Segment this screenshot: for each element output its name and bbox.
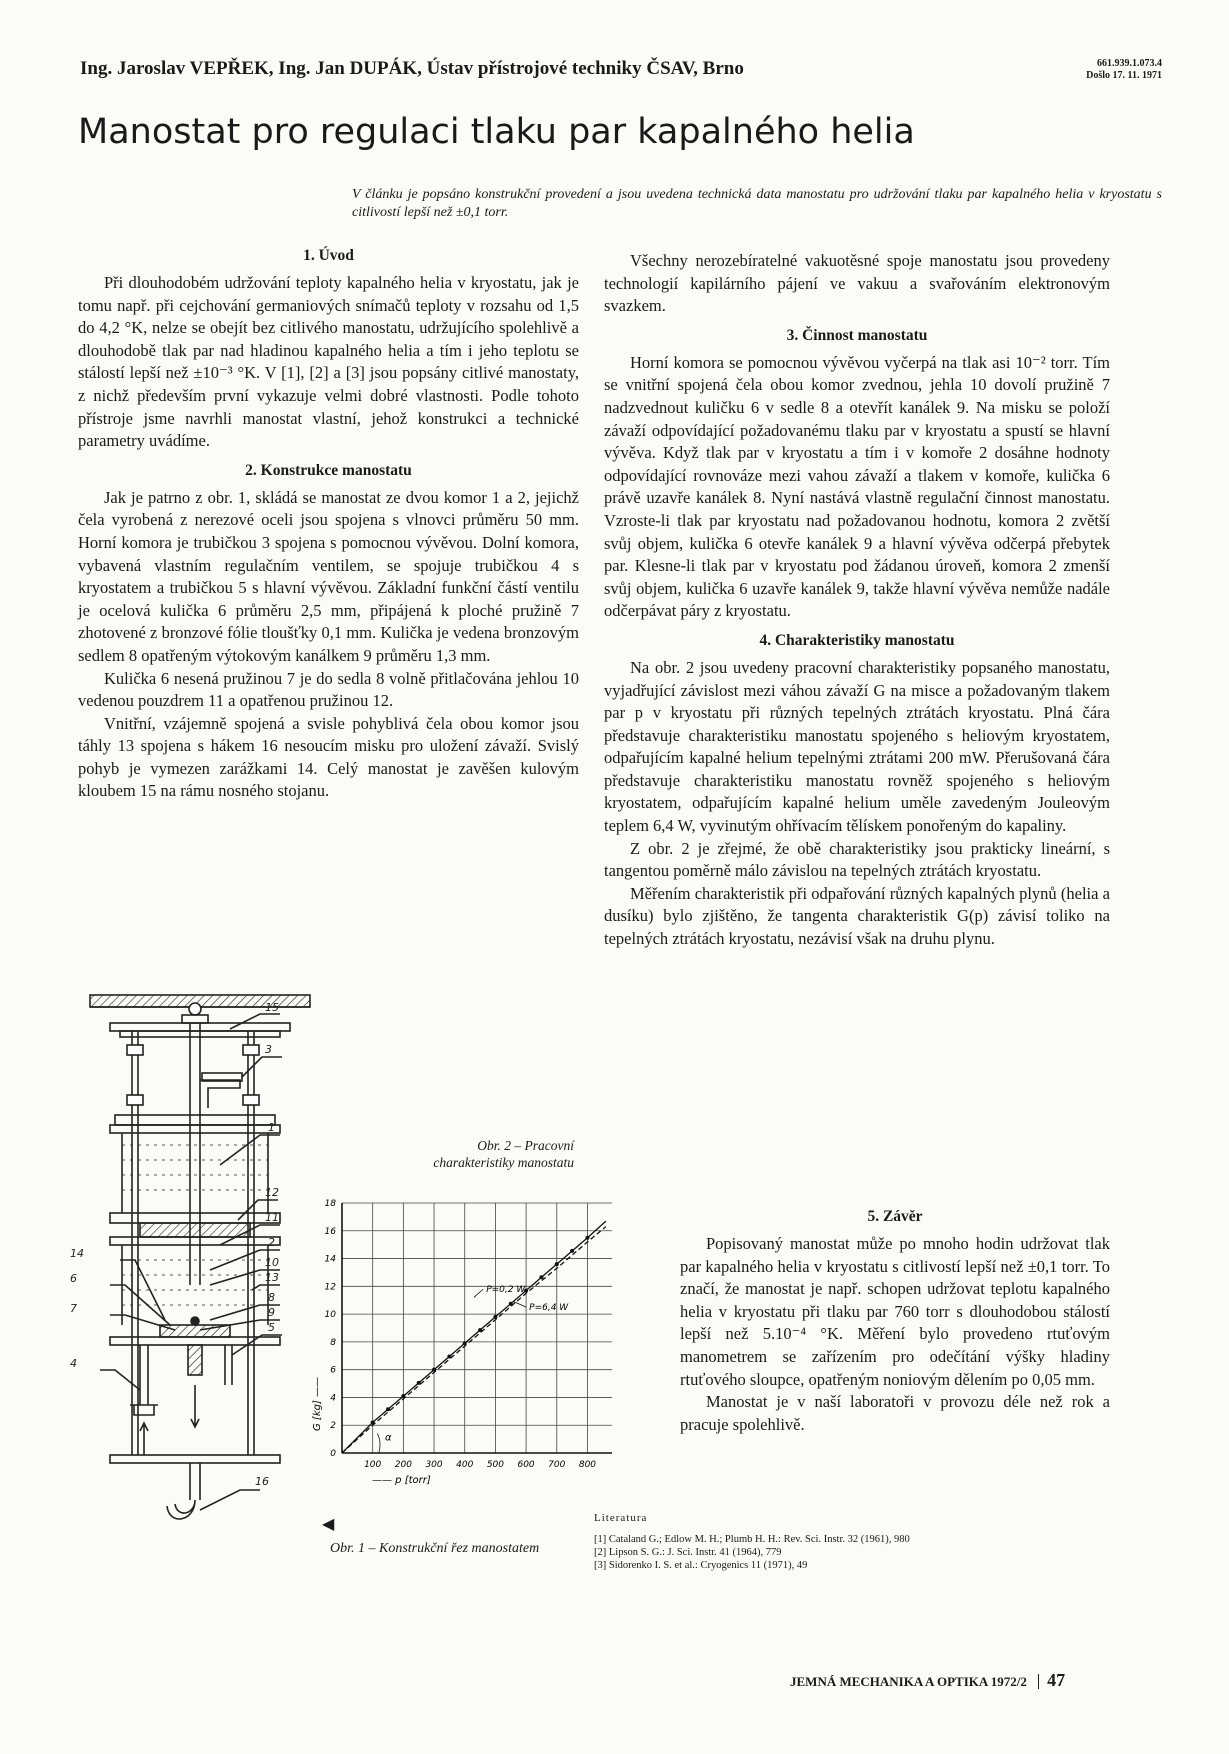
section-2-paragraph-1: Jak je patrno z obr. 1, skládá se manostat ze dvou komor 1 a 2, jejichž čela vyrobená z nerezové oceli jsou spojena s vlnovci průměru 50 mm. Horní komora je trubičkou 3 spojena s pomocnou vývěvou. Dolní komora, vybavená vlastním regulačním ventilem, se spojuje trubičkou 4 s kryostatem a trubičkou 5 s hlavní vývěvou. Základní funkční částí ventilu je ocelová kulička 6 průměru 2,5 mm, připájená k ploché pružině 7 zhotovené z bronzové fólie tloušťky 0,1 mm. Kulička je vedena bronzovým sedlem 8 opatřeným výtokovým kanálkem 9 průměru 1,3 mm. [78,487,579,665]
chart-grid [342,1203,612,1453]
label-13: 13 [265,1271,279,1284]
figure-pointer-arrow: ◀ [322,1516,335,1533]
label-7: 7 [70,1302,77,1315]
label-4: 4 [70,1357,77,1370]
abstract: V článku je popsáno konstrukční provedení a jsou uvedena technická data manostatu pro udržování tlaku par kapalného helia v kryostatu s citlivostí lepší než ±0,1 torr. [352,187,1162,220]
series-line-2 [342,1227,606,1453]
article-title: Manostat pro regulaci tlaku par kapalného helia [78,112,915,152]
data-point [509,1302,513,1306]
section-2-title: 2. Konstrukce manostatu [245,461,412,479]
x-tick-label: 200 [394,1460,412,1470]
angle-arc [377,1434,380,1453]
x-axis-label: —— p [torr] [372,1475,431,1486]
section-3-title: 3. Činnost manostatu [786,326,928,344]
section-5-title: 5. Závěr [867,1208,923,1225]
y-tick-label: 6 [330,1365,336,1376]
y-tick-label: 14 [324,1254,336,1265]
reference-item: [2] Lipson S. G.: J. Sci. Instr. 41 (1964), 779 [594,1547,782,1558]
label-10: 10 [265,1256,279,1269]
section-4-paragraph-3: Měřením charakteristik při odpařování různých kapalných plynů (helia a dusíku) bylo zjištěno, že tangenta charakteristik G(p) závisí toliko na tepelných ztrátách kryostatu, nezávisí však na druhu plynu. [604,883,1110,949]
joints-paragraph: Všechny nerozebíratelné vakuotěsné spoje manostatu jsou provedeny technologií kapilárního pájení ve vakuu a svařováním elektronovým svazkem. [604,251,1110,316]
received-date: Došlo 17. 11. 1971 [1086,70,1162,81]
label-1: 1 [268,1121,275,1134]
section-2-paragraph-2: Kulička 6 nesená pružinou 7 je do sedla 8 volně přitlačována jehlou 10 vedenou pouzdrem 11 a opatřenou pružinou 12. [78,668,579,711]
udc-code: 661.939.1.073.4 [1097,58,1162,69]
data-point [570,1249,574,1253]
references [594,1512,1114,1572]
section-4-title: 4. Charakteristiky manostatu [759,631,955,649]
data-point [447,1354,451,1358]
x-tick-label: 700 [548,1460,566,1470]
journal-name: JEMNÁ MECHANIKA A OPTIKA 1972/2 [790,1674,1027,1689]
y-tick-label: 10 [324,1310,336,1321]
section-2-paragraph-3: Vnitřní, vzájemně spojená a svisle pohyblivá čela obou komor jsou táhly 13 spojena s hákem 16 nesoucím misku pro uložení závaží. Svislý pohyb je vymezen zarážkami 14. Celý manostat je zavěšen kulovým kloubem 15 na rámu nosného stojanu. [78,713,579,801]
y-tick-label: 0 [330,1449,336,1459]
y-tick-label: 16 [324,1226,336,1237]
page-footer [790,1670,1065,1691]
label-8: 8 [268,1291,275,1304]
y-tick-label: 4 [330,1393,336,1404]
label-15: 15 [265,1001,279,1014]
authors-line: Ing. Jaroslav VEPŘEK, Ing. Jan DUPÁK, Ústav přístrojové techniky ČSAV, Brno [80,58,744,79]
section-1-paragraph: Při dlouhodobém udržování teploty kapalného helia v kryostatu, jak je tomu např. při cejchování germaniových snímačů teploty v rozsahu od 1,5 do 4,2 °K, nelze se obejít bez citlivého manostatu, udržujícího spolehlivě a dlouhodobě tlak par nad hladinou kapalného helia a tím i jeho teplotu se stálostí lepší než ±10⁻³ °K. V [1], [2] a [3] jsou popsány citlivé manostaty, z nichž především první vykazuje velmi dobré vlastnosti. Podle tohoto přístroje jsme navrhli manostat vlastní, jehož konstrukci a technické parametry uvádíme. [78,273,579,451]
y-axis-label: G [kg] —— [312,1376,323,1431]
conclusion-column [680,1199,1110,1436]
angle-annotation: α [384,1432,392,1444]
label-9: 9 [268,1306,275,1319]
left-column [78,238,579,803]
figure-1-drawing [70,985,330,1540]
y-tick-label: 12 [324,1282,336,1293]
x-tick-label: 100 [364,1460,382,1470]
section-3-paragraph: Horní komora se pomocnou vývěvou vyčerpá na tlak asi 10⁻² torr. Tím se vnitřní spojená čela obou komor zvednou, jehla 10 dovolí pružině 7 nadzvednout kuličku 6 v sedle 8 a otevřít kanálek 9. Na misku se položí závaží odpovídající požadovanému tlaku par v kryostatu a spustí se hlavní vývěva. Když tlak par v kryostatu a tím i v komoře 2 dosáhne hodnoty odpovídající rovnováze mezi vahou závaží a tlakem v komoře, kulička 6 právě uzavře kanálek 8. Nyní nastává vlastně regulační činnost manostatu. Vzroste-li tlak par kryostatu nad požadovanou hodnotu, komora 2 zvětší svůj objem, kulička 6 otevře kanálek 9 a hlavní vývěva odčerpá přebytek par. Klesne-li tlak par v kryostatu pod žádanou úroveň, komora 2 zmenší svůj objem, kulička 6 uzavře kanálek 9, takže hlavní vývěva nemůže nadále odčerpávat páry z kryostatu. [604,352,1110,621]
chart-axes [342,1203,612,1453]
label-11: 11 [265,1211,279,1224]
references-title: Literatura [594,1512,648,1524]
data-point [493,1315,497,1319]
series-label-1: P=0,2 W [486,1284,526,1295]
label-12: 12 [265,1186,279,1199]
y-tick-label: 8 [330,1337,336,1348]
y-tick-label: 2 [330,1421,336,1432]
label-2: 2 [268,1236,275,1249]
data-point [417,1381,421,1385]
section-5-paragraph-1: Popisovaný manostat může po mnoho hodin udržovat tlak par kapalného helia v kryostatu s citlivostí lepší než ±0,1 torr. To značí, že manostat je např. schopen udržovat teplotu kapalného helia v kryostatu při tlaku par 760 torr s dlouhodobou stálostí lepší než 5.10⁻⁴ °K. Měření bylo provedeno rtuťovým manometrem se zařízením pro odečítání výšky hladiny rtuťového sloupce, opatřeným noniovým dělením po 0,05 mm. [680,1234,1110,1389]
x-tick-label: 400 [456,1460,474,1470]
figure-2-chart [310,1195,640,1495]
section-4-paragraph-1: Na obr. 2 jsou uvedeny pracovní charakteristiky popsaného manostatu, vyjadřující závislost mezi váhou závaží G na misce a požadovaným tlakem par p v kryostatu při různých tepelných ztrátách kryostatu. Plná čára představuje charakteristiku manostatu spojeného s heliovým kryostatem, odpařujícím kapalné helium tepelnými ztrátami 200 mW. Přerušovaná čára představuje charakteristiku manostatu rovněž spojeného s heliovým kryostatem, odpařujícím kapalné helium uměle zavedeným Jouleovým teplem 6,4 W, vyvinutým ohřívacím tělískem ponořeným do kapaliny. [604,657,1110,836]
reference-item: [1] Cataland G.; Edlow M. H.; Plumb H. H.: Rev. Sci. Instr. 32 (1961), 980 [594,1534,910,1545]
section-1-title: 1. Úvod [303,247,354,264]
figure-1-caption: Obr. 1 – Konstrukční řez manostatem [330,1541,540,1556]
series-label-1-leader [474,1289,483,1297]
label-5: 5 [268,1321,275,1334]
series-label-2-leader [514,1302,526,1308]
section-4-paragraph-2: Z obr. 2 je zřejmé, že obě charakteristiky jsou prakticky lineární, s tangentou poměrně málo závislou na tepelných ztrátách kryostatu. [604,838,1110,881]
chart-series [342,1221,606,1453]
chart-labels [312,1199,596,1486]
data-point [386,1407,390,1411]
label-3: 3 [265,1043,272,1056]
x-tick-label: 600 [517,1460,535,1470]
reference-item: [3] Sidorenko I. S. et al.: Cryogenics 11 (1971), 49 [594,1560,808,1571]
x-tick-label: 800 [578,1460,597,1470]
series-label-2: P=6,4 W [529,1302,569,1313]
data-point [478,1328,482,1332]
y-tick-label: 18 [324,1199,336,1209]
data-point [432,1368,436,1372]
data-point [463,1341,467,1345]
page-number: 47 [1047,1670,1066,1690]
figure-2-caption: Obr. 2 – Pracovní charakteristiky manostatu [433,1138,574,1170]
udc-block [1002,58,1162,82]
data-point [371,1420,375,1424]
section-5-paragraph-2: Manostat je v naší laboratoři v provozu déle než rok a pracuje spolehlivě. [680,1392,1110,1434]
x-tick-label: 500 [486,1460,505,1470]
label-6: 6 [70,1272,77,1285]
x-tick-label: 300 [425,1460,443,1470]
data-point [401,1394,405,1398]
label-14: 14 [70,1247,84,1260]
label-16: 16 [255,1475,269,1488]
data-point [555,1262,559,1266]
data-point [585,1236,589,1240]
right-column [604,250,1110,951]
data-point [539,1275,543,1279]
